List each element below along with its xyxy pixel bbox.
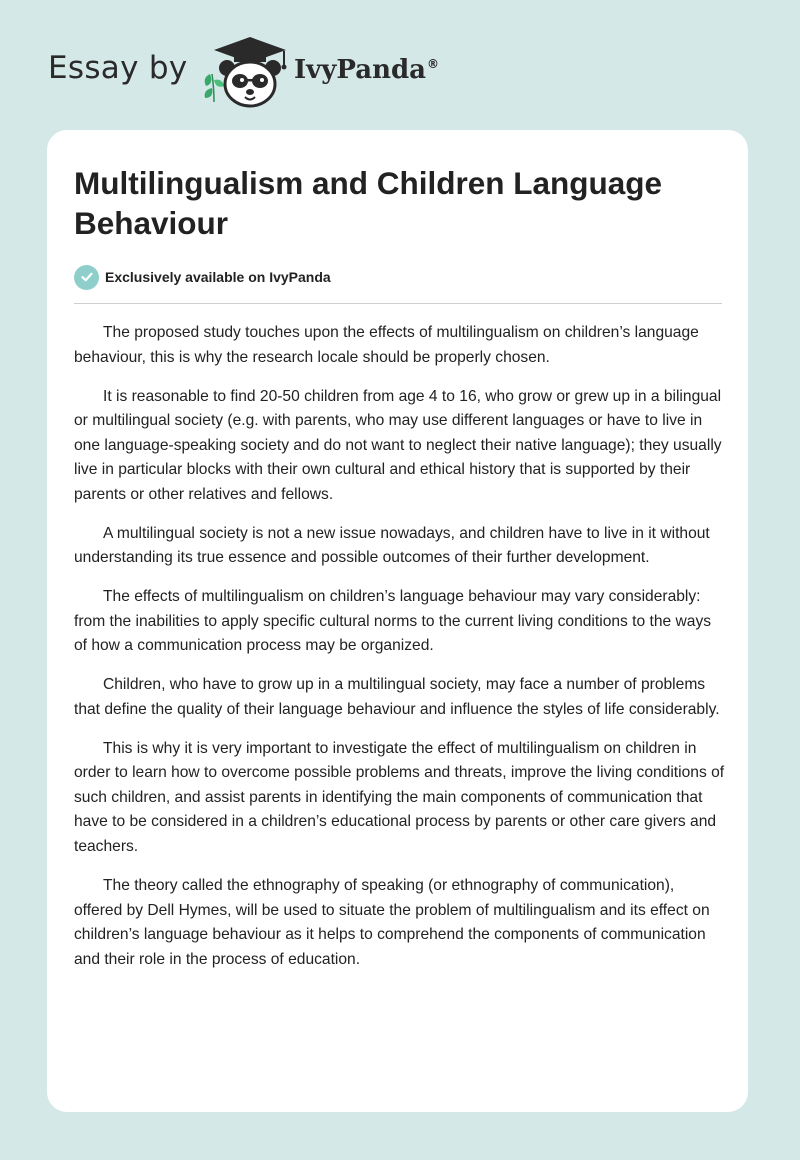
divider [74,303,722,304]
essay-card [47,130,748,1112]
paragraph: It is reasonable to find 20-50 children from age 4 to 16, who grow or grew up in a bilingual or multilingual society (e.g. with parents, who may use different languages or have to live in one language-speaking society and do not want to neglect their native language); they usually live in particular blocks with their own cultural and ethical history that is supported by their parents or other relatives and fellows. [74,387,722,503]
paragraph: A multilingual society is not a new issue nowadays, and children have to live in it without understanding its true essence and possible outcomes of their further development. [74,524,710,567]
panda-graduate-icon[interactable] [200,34,294,110]
check-icon [74,265,99,290]
exclusive-badge [74,264,331,290]
paragraph: The effects of multilingualism on children’s language behaviour may vary considerably: from the inabilities to apply specific cultural norms to the current living conditions to the ways of how a communication process may be organized. [74,588,712,655]
page-title: Multilingualism and Children Language Behaviour [74,165,663,241]
paragraph: Children, who have to grow up in a multilingual society, may face a number of problems that define the quality of their language behaviour and influence the styles of life considerably. [74,676,720,718]
brand-name[interactable]: IvyPanda® [294,55,440,85]
badge-label: Exclusively available on IvyPanda [105,269,331,285]
paragraph: This is why it is very important to investigate the effect of multilingualism on children in order to learn how to overcome possible problems and threats, improve the living conditions of such children, and assist parents in identifying the main components of communication that have to be considered in a children’s educational process by parents or other care givers and teachers. [74,739,725,855]
site-header [48,32,508,112]
essay-body [74,321,726,987]
paragraph: The theory called the ethnography of speaking (or ethnography of communication), offered by Dell Hymes, will be used to situate the problem of multilingualism and its effect on children’s language behaviour as it helps to comprehend the components of communication and their role in the process of education. [74,877,710,968]
essay-by-label: Essay by [48,50,188,86]
ivy-leaf-icon [205,74,224,102]
paragraph: The proposed study touches upon the effects of multilingualism on children’s language behaviour, this is why the research locale should be properly chosen. [74,324,699,366]
